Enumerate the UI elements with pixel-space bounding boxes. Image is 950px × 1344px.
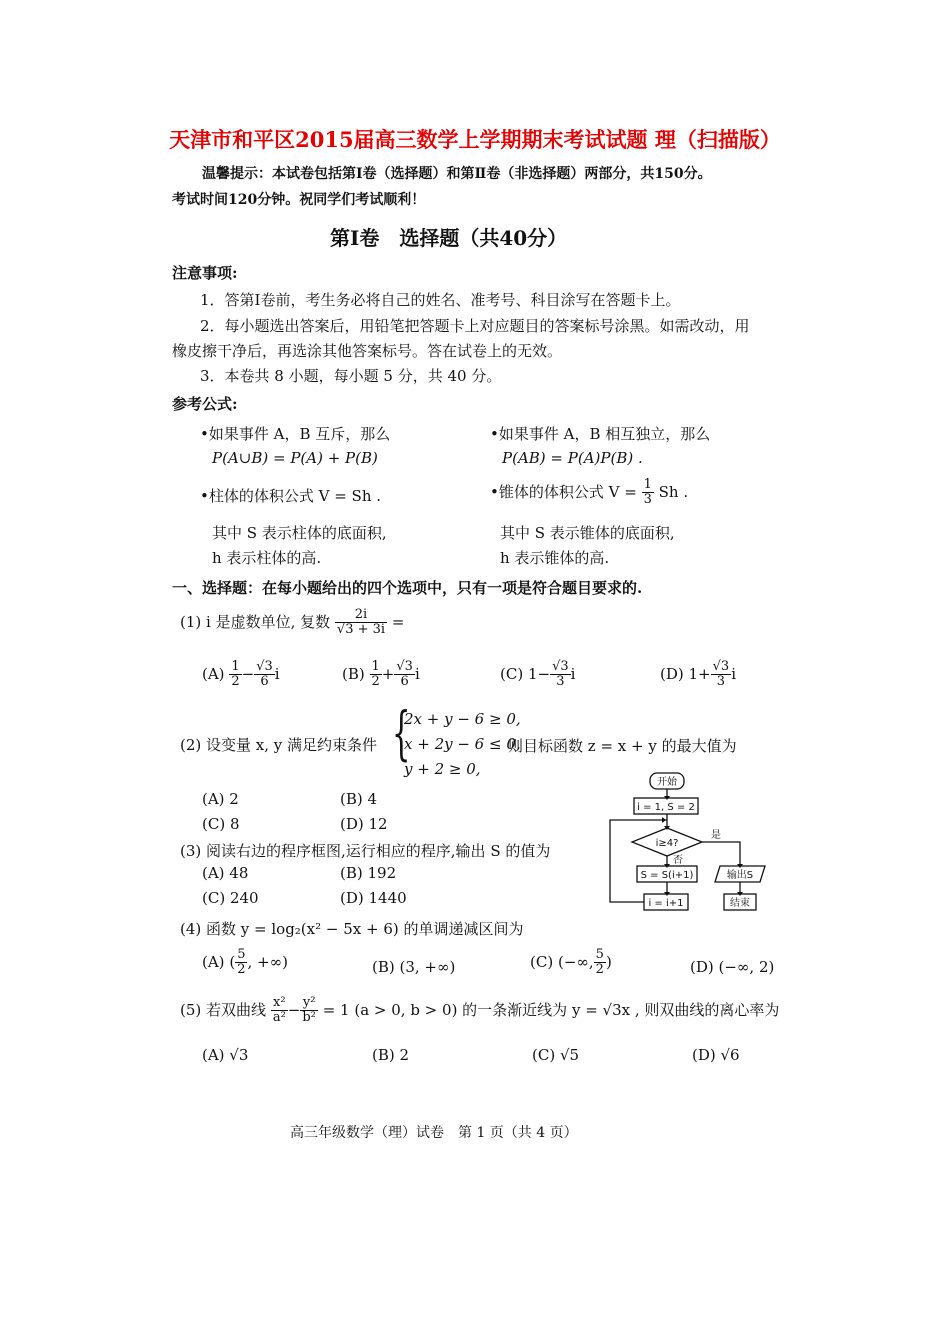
- notice-line-2: 考试时间120分钟。祝同学们考试顺利！: [172, 192, 426, 208]
- formula-prism-volume: •柱体的体积公式 V = Sh .: [200, 487, 382, 505]
- flowchart-condition-label: i≥4?: [655, 838, 679, 849]
- question-1-option-b: (B) $\frac{1}{2}$ + $\frac{√3}{6}$ i: [342, 659, 420, 690]
- question-4-option-b: (B) (3, +∞): [372, 958, 456, 976]
- constraint-1: 2x + y − 6 ≥ 0,: [404, 710, 521, 728]
- question-5-option-b: (B) 2: [372, 1046, 410, 1064]
- question-4-option-a: (A) ( $\frac{5}{2}$ , +∞): [202, 947, 288, 978]
- program-flowchart: [600, 770, 780, 920]
- constraint-2: x + 2y − 6 ≤ 0,: [404, 735, 521, 753]
- question-2-option-d: (D) 12: [340, 815, 388, 833]
- flowchart-increment-label: i = i+1: [648, 898, 684, 909]
- question-4-option-c: (C) (−∞, $\frac{5}{2}$ ): [530, 947, 612, 978]
- flowchart-end-label: 结束: [730, 898, 750, 909]
- formula-cone-volume: •锥体的体积公式 V = $\frac{1}{3}$ Sh .: [490, 477, 689, 508]
- question-2-option-a: (A) 2: [202, 790, 239, 808]
- flowchart-init-label: i = 1, S = 2: [637, 802, 695, 813]
- question-3-option-c: (C) 240: [202, 889, 259, 907]
- formulas-heading: 参考公式:: [172, 395, 238, 413]
- page-title: 天津市和平区2015届高三数学上学期期末考试试题 理（扫描版）: [169, 127, 781, 152]
- formula-independent: •如果事件 A，B 相互独立，那么: [490, 425, 711, 443]
- question-2-tail: 则目标函数 z = x + y 的最大值为: [508, 737, 737, 755]
- question-5-option-c: (C) √5: [532, 1046, 580, 1064]
- flowchart-yes-label: 是: [711, 830, 721, 841]
- fraction: $\frac{2i}{√3 + 3i}$: [336, 607, 386, 638]
- formula-independent-eq: P(AB) = P(A)P(B) .: [502, 449, 643, 467]
- attention-item-3: 3．本卷共 8 小题，每小题 5 分，共 40 分。: [200, 367, 502, 385]
- question-3-stem: (3) 阅读右边的程序框图,运行相应的程序,输出 S 的值为: [180, 842, 551, 860]
- question-1-option-a: (A) $\frac{1}{2}$ − $\frac{√3}{6}$ i: [202, 659, 280, 690]
- part1-heading: 一、选择题：在每小题给出的四个选项中，只有一项是符合题目要求的.: [172, 579, 643, 597]
- question-1-stem: (1) i 是虚数单位, 复数 $\frac{2i}{√3 + 3i}$ =: [180, 607, 405, 638]
- question-1-option-c: (C) 1− $\frac{√3}{3}$ i: [500, 659, 576, 690]
- attention-item-2a: 2．每小题选出答案后，用铅笔把答题卡上对应题目的答案标号涂黑。如需改动，用: [200, 317, 750, 335]
- formula-cone-note-2: h 表示锥体的高.: [500, 549, 610, 567]
- question-4-stem: (4) 函数 y = log₂(x² − 5x + 6) 的单调递减区间为: [180, 920, 524, 938]
- question-5-option-d: (D) √6: [692, 1046, 740, 1064]
- question-3-option-d: (D) 1440: [340, 889, 407, 907]
- question-5-stem: (5) 若双曲线 $\frac{\text{x²}}{\text{a²}}$ − $\frac{\text{y²}}{\text{b²}}$ = 1 (a > 0, b > 0) 的一条渐近线为 y = √3x , 则双曲线的离心率为: [180, 995, 780, 1026]
- formula-cone-note-1: 其中 S 表示锥体的底面积,: [500, 524, 675, 542]
- attention-heading: 注意事项:: [172, 264, 238, 282]
- fraction: $\frac{1}{3}$: [643, 477, 652, 508]
- formula-exclusive-eq: P(A∪B) = P(A) + P(B): [212, 449, 378, 467]
- brace-icon: {: [392, 699, 411, 767]
- question-2-option-b: (B) 4: [340, 790, 378, 808]
- formula-exclusive: •如果事件 A，B 互斥，那么: [200, 425, 391, 443]
- question-1-option-d: (D) 1+ $\frac{√3}{3}$ i: [660, 659, 737, 690]
- page-footer: 高三年级数学（理）试卷 第 1 页（共 4 页）: [290, 1125, 578, 1141]
- question-3-option-a: (A) 48: [202, 864, 249, 882]
- attention-item-2b: 橡皮擦干净后，再选涂其他答案标号。答在试卷上的无效。: [172, 342, 563, 360]
- flowchart-no-label: 否: [673, 855, 683, 866]
- question-3-option-b: (B) 192: [340, 864, 397, 882]
- section-title: 第Ⅰ卷 选择题（共40分）: [330, 226, 568, 250]
- notice-line-1: 温馨提示：本试卷包括第Ⅰ卷（选择题）和第Ⅱ卷（非选择题）两部分，共150分。: [202, 166, 712, 182]
- constraint-3: y + 2 ≥ 0,: [404, 760, 481, 778]
- flowchart-body-label: S = S(i+1): [640, 870, 694, 881]
- question-4-option-d: (D) (−∞, 2): [690, 958, 775, 976]
- formula-prism-note-2: h 表示柱体的高.: [212, 549, 322, 567]
- flowchart-start-label: 开始: [657, 777, 677, 788]
- question-5-option-a: (A) √3: [202, 1046, 249, 1064]
- attention-item-1: 1．答第Ⅰ卷前，考生务必将自己的姓名、准考号、科目涂写在答题卡上。: [200, 291, 681, 309]
- question-2-option-c: (C) 8: [202, 815, 240, 833]
- flowchart-output-label: 输出S: [726, 870, 754, 881]
- question-2-stem: (2) 设变量 x, y 满足约束条件: [180, 736, 378, 754]
- formula-prism-note-1: 其中 S 表示柱体的底面积,: [212, 524, 387, 542]
